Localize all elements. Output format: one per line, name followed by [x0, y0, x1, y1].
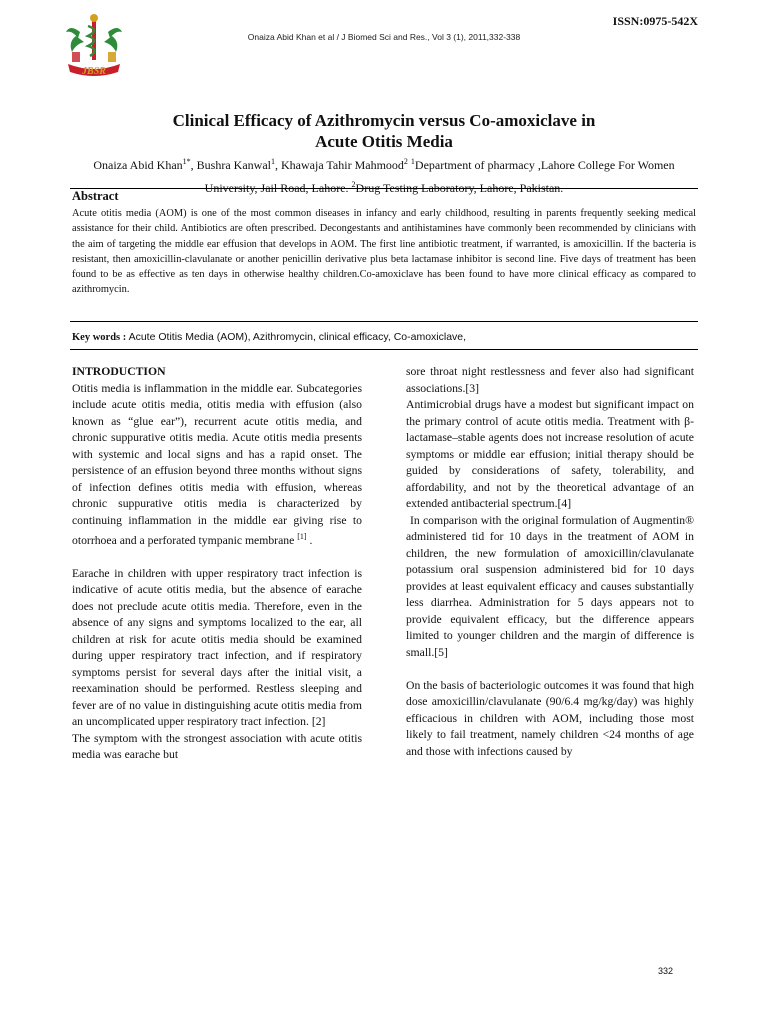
- affiliation-2-sup: 2: [351, 180, 356, 189]
- abstract-bottom-rule: [70, 321, 698, 322]
- journal-citation: Onaiza Abid Khan et al / J Biomed Sci and Res., Vol 3 (1), 2011,332-338: [247, 32, 521, 42]
- journal-logo: [62, 12, 126, 78]
- paragraph-1-end: .: [309, 533, 313, 547]
- author-3-sup: 2: [403, 157, 408, 166]
- paragraph-3: The symptom with the strongest association with acute otitis media was earache but: [72, 731, 362, 762]
- right-column: [406, 364, 694, 760]
- issn: ISSN:0975-542X: [612, 14, 698, 28]
- authors-affiliations: [70, 152, 698, 198]
- author-2-sup: 1: [271, 157, 275, 166]
- title-line-2: Acute Otitis Media: [315, 132, 453, 151]
- affiliation-2: Drug Testing Laboratory, Lahore, Pakistan.: [355, 181, 564, 195]
- keywords-text: Acute Otitis Media (AOM), Azithromycin, clinical efficacy, Co-amoxiclave,: [128, 331, 467, 343]
- paragraph-1-text: Otitis media is inflammation in the middle ear. Subcategories include acute otitis media, otitis media with effusion (also known as “glue ear”), recurrent acute otitis media, and chronic suppurative otitis media. Acute otitis media presents with systemic and local signs and has a rapid onset. The persistence of an effusion beyond three months without signs of infection defines otitis media with effusion, whereas chronic suppurative otitis media is characterized by continuing inflammation in the middle ear giving rise to otorrhoea and a perforated tympanic membrane: [72, 381, 362, 547]
- author-3: , Khawaja Tahir Mahmood: [275, 158, 404, 172]
- author-2: , Bushra Kanwal: [190, 158, 271, 172]
- abstract-text: Acute otitis media (AOM) is one of the most common diseases in infancy and early childhood, resulting in parents frequently seeking medical assistance for their child. Antibiotics are often prescribed. Decongestants and antihistamines have commonly been recommended by clinicians with the aim of targeting the middle ear effusion that develops in AOM. The first line antibiotic treatment, if warranted, is amoxicillin. If the bacteria is resistant, then amoxicillin-clavulanate or another penicillin derivative plus beta lactamase inhibitor is second line. Five days of treatment has been found to be as effective as ten days in otherwise healthy children.Co-amoxiclave has been found to have more clinical efficacy as compared to azithromycin.: [72, 208, 696, 296]
- paragraph-1-ref: [1]: [297, 532, 307, 541]
- affiliation-1: Department of pharmacy ,Lahore College For Women University, Jail Road, Lahore.: [204, 158, 675, 195]
- logo-text: JBSR: [82, 66, 106, 77]
- abstract-top-rule: [70, 188, 698, 189]
- paragraph-r2: Antimicrobial drugs have a modest but significant impact on the primary control of acute otitis media. Treatment with β-lactamase–stable agents does not increase resolution of acute symptoms or middle ear effusion; initial therapy should be guided by considerations of safety, tolerability, and affordability, and not by the theoretical advantage of an extended antibacterial spectrum.[4]: [406, 398, 694, 510]
- keywords: [72, 331, 696, 343]
- affiliation-1-sup: 1: [410, 157, 415, 166]
- left-column: [72, 364, 362, 764]
- paragraph-r3: In comparison with the original formulation of Augmentin® administered tid for 10 days in the treatment of AOM in children, the new formulation of amoxicillin/clavulanate potassium oral suspension administered bid for 10 days provides at least equivalent efficacy and causes substantially less diarrhea. Administration for 5 days appears not to provide equivalent efficacy, but the difference appears limited to younger children and the margin of difference is small.[5]: [406, 513, 694, 659]
- paragraph-2: Earache in children with upper respiratory tract infection is indicative of acute otitis media, but the absence of earache does not preclude acute otitis media. Therefore, even in the absence of any signs and symptoms localized to the ear, all children at risk for acute otitis media should be examined during upper respiratory tract infection, and if respiratory symptoms persist for several days after the initial visit, a reexamination should be performed. Restless sleeping and fever are of no value in distinguishing acute otitis media from an uncomplicated upper respiratory tract infection. [2]: [72, 566, 362, 729]
- abstract-heading: Abstract: [72, 189, 119, 203]
- paragraph-r4: On the basis of bacteriologic outcomes it was found that high dose amoxicillin/clavulanate (90/6.4 mg/kg/day) was highly efficacious in children with AOM, including those most likely to fail treatment, namely children <24 months of age and those with infections caused by: [406, 678, 694, 758]
- paper-title: [80, 110, 688, 152]
- paragraph-1: [72, 381, 362, 550]
- paragraph-r1: sore throat night restlessness and fever also had significant associations.[3]: [406, 365, 694, 395]
- author-1: Onaiza Abid Khan: [93, 158, 183, 172]
- page-number: 332: [658, 966, 674, 976]
- title-line-1: Clinical Efficacy of Azithromycin versus Co-amoxiclave in: [172, 111, 596, 130]
- keywords-rule: [70, 349, 698, 350]
- author-1-sup: 1*: [182, 157, 191, 166]
- keywords-label: Key words :: [72, 332, 127, 343]
- introduction-heading: INTRODUCTION: [72, 365, 166, 378]
